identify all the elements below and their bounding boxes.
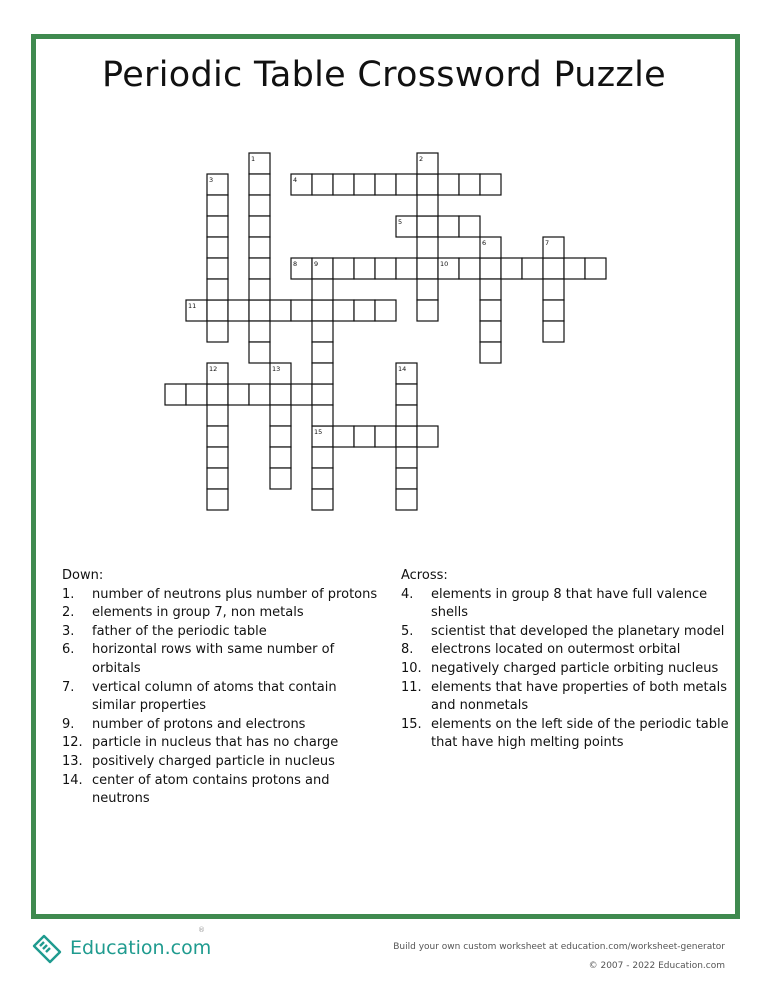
brand-name: Education.com bbox=[70, 937, 212, 959]
crossword-cell[interactable] bbox=[480, 237, 501, 258]
crossword-cell[interactable] bbox=[480, 279, 501, 300]
cell-number: 7 bbox=[545, 239, 550, 247]
cell-number: 13 bbox=[272, 365, 281, 373]
clue-text: scientist that developed the planetary model bbox=[431, 623, 725, 639]
crossword-cell[interactable] bbox=[333, 300, 354, 321]
clue-item bbox=[62, 623, 382, 642]
crossword-cell[interactable] bbox=[543, 237, 564, 258]
crossword-cell[interactable] bbox=[312, 468, 333, 489]
crossword-cell[interactable] bbox=[543, 279, 564, 300]
crossword-cell[interactable] bbox=[249, 216, 270, 237]
cell-number: 4 bbox=[293, 176, 298, 184]
crossword-cell[interactable] bbox=[396, 384, 417, 405]
crossword-cell[interactable] bbox=[249, 195, 270, 216]
across-clues bbox=[401, 567, 731, 753]
crossword-cell[interactable] bbox=[207, 258, 228, 279]
cell-number: 2 bbox=[419, 155, 424, 163]
crossword-cell[interactable] bbox=[186, 384, 207, 405]
clue-text: positively charged particle in nucleus bbox=[92, 753, 335, 769]
cell-number: 6 bbox=[482, 239, 487, 247]
clue-item bbox=[62, 641, 382, 678]
crossword-cell[interactable] bbox=[207, 426, 228, 447]
crossword-cell[interactable] bbox=[270, 384, 291, 405]
crossword-cell[interactable] bbox=[333, 426, 354, 447]
crossword-cell[interactable] bbox=[270, 405, 291, 426]
clue-number: 2. bbox=[62, 605, 75, 621]
clue-number: 13. bbox=[62, 753, 83, 769]
crossword-cell[interactable] bbox=[249, 342, 270, 363]
clue-text: electrons located on outermost orbital bbox=[431, 642, 681, 658]
clue-text: horizontal rows with same number of orbitals bbox=[92, 642, 335, 676]
crossword-cell[interactable] bbox=[501, 258, 522, 279]
crossword-cell[interactable] bbox=[417, 216, 438, 237]
crossword-cell[interactable] bbox=[480, 321, 501, 342]
clue-number: 15. bbox=[401, 716, 422, 732]
crossword-cell[interactable] bbox=[207, 447, 228, 468]
crossword-cell[interactable] bbox=[375, 426, 396, 447]
clue-item bbox=[401, 623, 731, 642]
clue-item bbox=[62, 679, 382, 716]
clue-text: center of atom contains protons and neutrons bbox=[92, 772, 330, 807]
crossword-cell[interactable] bbox=[459, 174, 480, 195]
crossword-cell[interactable] bbox=[270, 300, 291, 321]
across-heading: Across: bbox=[401, 568, 448, 583]
crossword-cell[interactable] bbox=[312, 405, 333, 426]
crossword-cell[interactable] bbox=[270, 447, 291, 468]
clue-item bbox=[401, 660, 731, 679]
clue-item bbox=[62, 753, 382, 772]
crossword-cell[interactable] bbox=[312, 279, 333, 300]
clue-text: elements in group 7, non metals bbox=[92, 605, 304, 621]
clue-item bbox=[401, 716, 731, 753]
crossword-cell[interactable] bbox=[186, 300, 207, 321]
education-logo-icon bbox=[30, 932, 64, 964]
crossword-cell[interactable] bbox=[354, 300, 375, 321]
clue-item bbox=[62, 734, 382, 753]
clue-number: 9. bbox=[62, 716, 75, 732]
crossword-cell[interactable] bbox=[354, 174, 375, 195]
crossword-cell[interactable] bbox=[459, 258, 480, 279]
crossword-cell[interactable] bbox=[375, 258, 396, 279]
crossword-cell[interactable] bbox=[585, 258, 606, 279]
crossword-cell[interactable] bbox=[312, 342, 333, 363]
clue-item bbox=[62, 716, 382, 735]
crossword-cell[interactable] bbox=[417, 195, 438, 216]
crossword-cell[interactable] bbox=[312, 384, 333, 405]
crossword-cell[interactable] bbox=[459, 216, 480, 237]
page-title: Periodic Table Crossword Puzzle bbox=[102, 55, 666, 95]
clue-number: 10. bbox=[401, 660, 422, 676]
down-heading: Down: bbox=[62, 568, 104, 583]
crossword-cell[interactable] bbox=[438, 258, 459, 279]
crossword-cell[interactable] bbox=[396, 258, 417, 279]
crossword-cell[interactable] bbox=[396, 405, 417, 426]
crossword-cell[interactable] bbox=[249, 237, 270, 258]
cell-number: 14 bbox=[398, 365, 407, 373]
crossword-cell[interactable] bbox=[417, 153, 438, 174]
footer-copyright: © 2007 - 2022 Education.com bbox=[588, 961, 725, 971]
crossword-cell[interactable] bbox=[228, 384, 249, 405]
crossword-cell[interactable] bbox=[417, 279, 438, 300]
clue-number: 14. bbox=[62, 772, 83, 788]
crossword-cell[interactable] bbox=[396, 489, 417, 510]
clue-item bbox=[62, 772, 382, 809]
crossword-cell[interactable] bbox=[207, 279, 228, 300]
cell-number: 12 bbox=[209, 365, 218, 373]
down-clues bbox=[62, 567, 382, 809]
crossword-cell[interactable] bbox=[228, 300, 249, 321]
crossword-cell[interactable] bbox=[207, 237, 228, 258]
cell-number: 9 bbox=[314, 260, 319, 268]
clue-text: number of protons and electrons bbox=[92, 716, 306, 732]
crossword-cell[interactable] bbox=[165, 384, 186, 405]
cell-number: 15 bbox=[314, 428, 323, 436]
crossword-cell[interactable] bbox=[522, 258, 543, 279]
crossword-cell[interactable] bbox=[312, 258, 333, 279]
clue-text: negatively charged particle orbiting nucleus bbox=[431, 660, 719, 676]
crossword-cell[interactable] bbox=[270, 468, 291, 489]
clue-text: elements on the left side of the periodic table that have high melting points bbox=[431, 716, 729, 751]
crossword-cell[interactable] bbox=[333, 174, 354, 195]
crossword-cell[interactable] bbox=[396, 363, 417, 384]
crossword-cell[interactable] bbox=[249, 153, 270, 174]
crossword-cell[interactable] bbox=[249, 384, 270, 405]
crossword-cell[interactable] bbox=[249, 279, 270, 300]
clue-text: particle in nucleus that has no charge bbox=[92, 735, 339, 751]
crossword-cell[interactable] bbox=[207, 321, 228, 342]
crossword-cell[interactable] bbox=[354, 426, 375, 447]
clue-item bbox=[62, 586, 382, 605]
crossword-cell[interactable] bbox=[312, 300, 333, 321]
clue-number: 12. bbox=[62, 735, 83, 751]
crossword-cell[interactable] bbox=[333, 258, 354, 279]
clue-item bbox=[401, 679, 731, 716]
crossword-cell[interactable] bbox=[375, 174, 396, 195]
clue-number: 8. bbox=[401, 642, 414, 658]
clue-number: 6. bbox=[62, 642, 75, 658]
clue-number: 5. bbox=[401, 623, 414, 639]
crossword-cell[interactable] bbox=[543, 321, 564, 342]
crossword-cell[interactable] bbox=[249, 258, 270, 279]
crossword-cell[interactable] bbox=[291, 258, 312, 279]
crossword-cell[interactable] bbox=[438, 216, 459, 237]
clue-number: 4. bbox=[401, 586, 414, 602]
clue-number: 1. bbox=[62, 586, 75, 602]
crossword-cell[interactable] bbox=[249, 174, 270, 195]
crossword-cell[interactable] bbox=[417, 174, 438, 195]
crossword-cell[interactable] bbox=[312, 426, 333, 447]
crossword-cell[interactable] bbox=[207, 300, 228, 321]
crossword-cell[interactable] bbox=[417, 258, 438, 279]
footer-generator-link[interactable]: Build your own custom worksheet at education.com/worksheet-generator bbox=[393, 942, 725, 952]
clue-text: elements in group 8 that have full valence shells bbox=[431, 586, 708, 621]
crossword-cell[interactable] bbox=[480, 258, 501, 279]
crossword-cell[interactable] bbox=[543, 300, 564, 321]
cell-number: 3 bbox=[209, 176, 214, 184]
crossword-cell[interactable] bbox=[396, 174, 417, 195]
crossword-cell[interactable] bbox=[207, 216, 228, 237]
crossword-cell[interactable] bbox=[417, 300, 438, 321]
clue-item bbox=[401, 586, 731, 623]
education-logo[interactable] bbox=[30, 932, 211, 964]
crossword-cell[interactable] bbox=[564, 258, 585, 279]
registered-mark: ® bbox=[198, 926, 205, 934]
crossword-cell[interactable] bbox=[207, 489, 228, 510]
crossword-cell[interactable] bbox=[480, 342, 501, 363]
crossword-cell[interactable] bbox=[207, 405, 228, 426]
cell-number: 5 bbox=[398, 218, 403, 226]
cell-number: 11 bbox=[188, 302, 197, 310]
crossword-cell[interactable] bbox=[396, 426, 417, 447]
crossword-cell[interactable] bbox=[312, 174, 333, 195]
cell-number: 1 bbox=[251, 155, 256, 163]
crossword-cell[interactable] bbox=[480, 300, 501, 321]
crossword-cell[interactable] bbox=[312, 489, 333, 510]
clue-number: 3. bbox=[62, 623, 75, 639]
clue-number: 7. bbox=[62, 679, 75, 695]
crossword-cell[interactable] bbox=[396, 216, 417, 237]
crossword-cell[interactable] bbox=[396, 468, 417, 489]
crossword-cell[interactable] bbox=[312, 321, 333, 342]
clue-text: elements that have properties of both metals and nonmetals bbox=[431, 679, 727, 714]
cell-number: 10 bbox=[440, 260, 449, 268]
crossword-cell[interactable] bbox=[375, 300, 396, 321]
crossword-cell[interactable] bbox=[543, 258, 564, 279]
clue-item bbox=[62, 604, 382, 623]
crossword-cell[interactable] bbox=[207, 174, 228, 195]
crossword-cell[interactable] bbox=[270, 426, 291, 447]
crossword-cell[interactable] bbox=[417, 237, 438, 258]
clue-text: vertical column of atoms that contain similar properties bbox=[92, 679, 337, 714]
crossword-cell[interactable] bbox=[249, 321, 270, 342]
crossword-cell[interactable] bbox=[270, 363, 291, 384]
crossword-cell[interactable] bbox=[291, 384, 312, 405]
crossword-cell[interactable] bbox=[249, 300, 270, 321]
crossword-cell[interactable] bbox=[207, 195, 228, 216]
clue-text: father of the periodic table bbox=[92, 623, 267, 639]
crossword-cell[interactable] bbox=[396, 447, 417, 468]
crossword-cell[interactable] bbox=[291, 300, 312, 321]
crossword-cell[interactable] bbox=[312, 447, 333, 468]
clue-item bbox=[401, 641, 731, 660]
crossword-cell[interactable] bbox=[417, 426, 438, 447]
clue-text: number of neutrons plus number of protons bbox=[92, 586, 378, 602]
crossword-cell[interactable] bbox=[291, 174, 312, 195]
clue-number: 11. bbox=[401, 679, 422, 695]
crossword-cell[interactable] bbox=[207, 468, 228, 489]
crossword-cell[interactable] bbox=[438, 174, 459, 195]
crossword-cell[interactable] bbox=[354, 258, 375, 279]
crossword-cell[interactable] bbox=[480, 174, 501, 195]
cell-number: 8 bbox=[293, 260, 298, 268]
crossword-cell[interactable] bbox=[207, 363, 228, 384]
crossword-cell[interactable] bbox=[312, 363, 333, 384]
crossword-cell[interactable] bbox=[207, 384, 228, 405]
